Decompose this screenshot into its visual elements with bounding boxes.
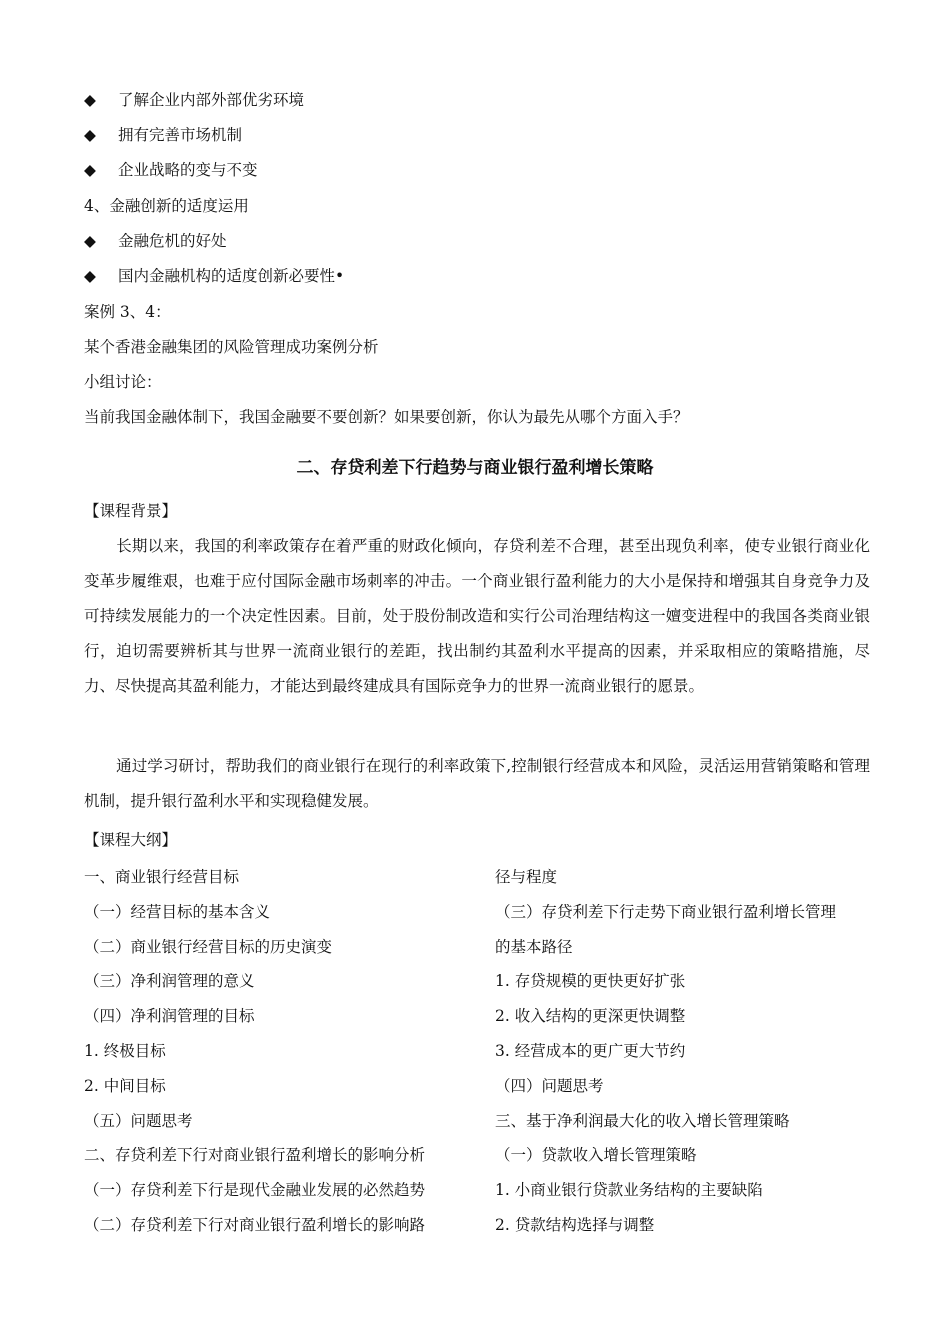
outline-right-column [495, 860, 885, 1243]
outline-item: 2. 中间目标 [84, 1076, 166, 1095]
case-title: 某个香港金融集团的风险管理成功案例分析 [84, 338, 379, 356]
outline-heading: 【课程大纲】 [84, 831, 178, 849]
outline-item: 三、基于净利润最大化的收入增长管理策略 [495, 1111, 790, 1130]
outline-item: 2. 贷款结构选择与调整 [495, 1215, 655, 1234]
outline-left-column [84, 860, 474, 1243]
bullet-text: 金融危机的好处 [118, 232, 227, 250]
outline-item: 的基本路径 [495, 937, 573, 956]
outline-item: （一）存贷利差下行是现代金融业发展的必然趋势 [84, 1181, 426, 1200]
outline-item: 一、商业银行经营目标 [84, 868, 240, 886]
bullet-text: 了解企业内部外部优劣环境 [118, 91, 305, 109]
outline-item: （三）净利润管理的意义 [84, 972, 255, 991]
outline-item: 1. 存贷规模的更快更好扩张 [495, 972, 686, 991]
section-title: 二、存贷利差下行趋势与商业银行盈利增长策略 [296, 458, 654, 478]
outline-item: （五）问题思考 [84, 1111, 193, 1130]
outline-item: （一）经营目标的基本含义 [84, 902, 271, 921]
discussion-label: 小组讨论： [84, 373, 162, 391]
outline-item: 1. 终极目标 [84, 1041, 166, 1060]
diamond-bullet-icon: ◆ [84, 91, 96, 109]
bullet-text: 国内金融机构的适度创新必要性• [118, 267, 345, 285]
background-heading: 【课程背景】 [84, 502, 178, 520]
outline-item: （四）问题思考 [495, 1076, 604, 1095]
outline-item: （四）净利润管理的目标 [84, 1007, 255, 1026]
outline-item: 2. 收入结构的更深更快调整 [495, 1007, 686, 1026]
bullet-item [84, 159, 258, 181]
background-paragraph-2 [84, 749, 870, 819]
bullet-item [84, 265, 344, 287]
outline-item: （二）存贷利差下行对商业银行盈利增长的影响路 [84, 1215, 426, 1234]
outline-item: 二、存贷利差下行对商业银行盈利增长的影响分析 [84, 1146, 426, 1165]
background-paragraph-1-text: 长期以来，我国的利率政策存在着严重的财政化倾向，存贷利差不合理，甚至出现负利率，使专业银行商业化变革步履维艰，也难于应付国际金融市场刺率的冲击。一个商业银行盈利能力的大小是保持和增强其自身竞争力及可持续发展能力的一个决定性因素。目前，处于股份制改造和实行公司治理结构这一嬗变进程中的我国各类商业银行，迫切需要辨析其与世界一流商业银行的差距，找出制约其盈利水平提高的因素，并采取相应的策略措施，尽力、尽快提高其盈利能力，才能达到最终建成具有国际竞争力的世界一流商业银行的愿景。 [84, 537, 870, 695]
diamond-bullet-icon: ◆ [84, 267, 96, 285]
diamond-bullet-icon: ◆ [84, 232, 96, 250]
outline-item: 3. 经营成本的更广更大节约 [495, 1041, 686, 1060]
bullet-text: 企业战略的变与不变 [118, 161, 258, 179]
background-paragraph-1 [84, 529, 870, 704]
outline-item: （一）贷款收入增长管理策略 [495, 1146, 697, 1165]
diamond-bullet-icon: ◆ [84, 161, 96, 179]
outline-item: （三）存贷利差下行走势下商业银行盈利增长管理 [495, 902, 837, 921]
bullet-text: 拥有完善市场机制 [118, 126, 243, 144]
bullet-item [84, 89, 304, 111]
case-label: 案例 3、4： [84, 303, 171, 321]
discussion-question: 当前我国金融体制下，我国金融要不要创新？如果要创新，你认为最先从哪个方面入手？ [84, 408, 689, 426]
bullet-item [84, 124, 242, 146]
bullet-item [84, 230, 227, 252]
outline-item: 1. 小商业银行贷款业务结构的主要缺陷 [495, 1181, 763, 1200]
background-paragraph-2-text: 通过学习研讨，帮助我们的商业银行在现行的利率政策下,控制银行经营成本和风险，灵活运用营销策略和管理机制，提升银行盈利水平和实现稳健发展。 [84, 757, 870, 810]
outline-item: （二）商业银行经营目标的历史演变 [84, 937, 333, 956]
numbered-heading: 4、金融创新的适度运用 [84, 197, 249, 215]
outline-item: 径与程度 [495, 868, 558, 886]
diamond-bullet-icon: ◆ [84, 126, 96, 144]
